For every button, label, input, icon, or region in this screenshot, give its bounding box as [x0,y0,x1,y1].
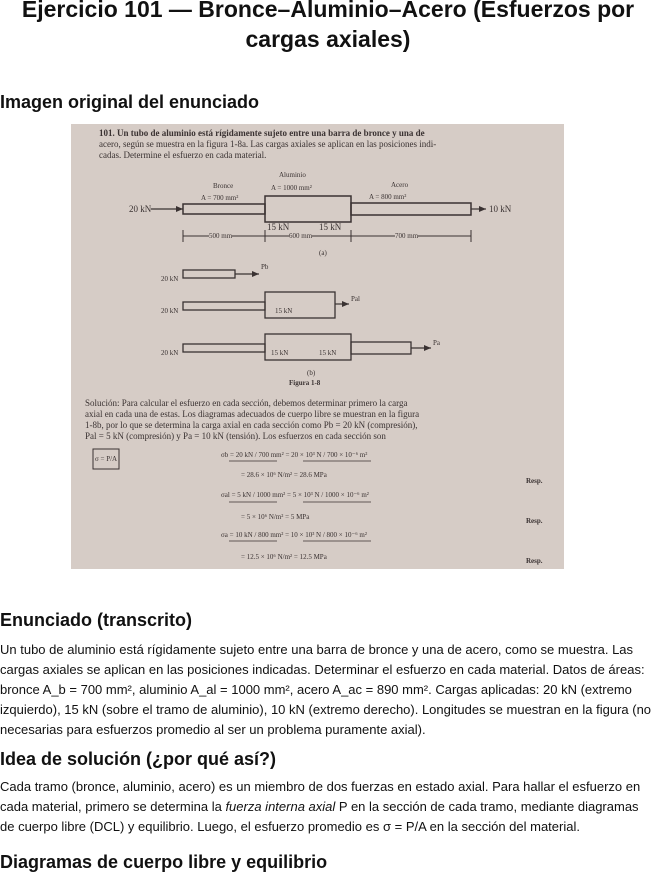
idea-text-before: Cada tramo (bronce, aluminio, acero) es un miembro de dos fuerzas en estado axial. Para hallar el esfuerzo en cada material, primero se determina la [0,779,641,814]
dcl-heading: Diagramas de cuerpo libre y equilibrio [0,852,328,872]
scan-fbd-pal: Pal [351,295,360,303]
scan-load-mid-1: 15 kN [267,222,290,232]
scan-aluminio-label: Aluminio [279,171,306,179]
scan-sigma-definition: σ = P/A [95,455,118,463]
scan-eq-bronce-1: σb = 20 kN / 700 mm² = 20 × 10³ N / 700 × 10⁻⁶ m² [221,451,368,459]
scan-acero-label: Acero [391,181,409,189]
image-heading: Imagen original del enunciado [0,92,260,112]
scan-fbd-20kn-1: 20 kN [161,275,179,283]
scan-eq-aluminio-2: = 5 × 10⁶ N/m² = 5 MPa [241,513,310,521]
idea-text-after: P en la sección de cada tramo, mediante diagramas de cuerpo libre (DCL) y equilibrio. Luego, el esfuerzo promedio es σ = P/A en la sección del material. [0,799,639,834]
scan-bronce-label: Bronce [213,182,234,190]
scan-resp-2: Resp. [526,517,543,525]
scan-len-aluminio: 600 mm [289,232,313,240]
scan-solution-line-3: 1-8b, por lo que se determina la carga axial en cada sección como Pb = 20 kN (compresión), [85,420,418,430]
scan-load-mid-2: 15 kN [319,222,342,232]
scan-load-left: 20 kN [129,204,152,214]
scan-eq-aluminio-1: σal = 5 kN / 1000 mm² = 5 × 10³ N / 1000 × 10⁻⁶ m² [221,491,369,499]
scan-resp-1: Resp. [526,477,543,485]
scan-fbd-20kn-3: 20 kN [161,349,179,357]
steel-bar [351,203,471,215]
idea-text-italic: fuerza interna axial [225,799,336,814]
statement-text: Un tubo de aluminio está rígidamente sujeto entre una barra de bronce y una de acero, como se muestra. Las cargas axiales se aplican en las posiciones indicadas. Determinar el esfuerzo en cada material. Datos de áreas: bronce A_b = 700 mm², aluminio A_al = 1000 mm², acero A_ac = 890 mm². Cargas aplicadas: 20 kN (extremo izquierdo), 15 kN (sobre el tramo de aluminio), 10 kN (extremo derecho). Longitudes se muestran en la figura (no necesarias para esfuerzos promedio al ser un problema puramente axial). [0,642,652,737]
scan-label-a: (a) [319,249,327,257]
scan-fbd-15kn-1: 15 kN [275,307,293,315]
bronze-bar [183,204,265,214]
scan-load-right: 10 kN [489,204,512,214]
scan-solution-line-2: axial en cada una de estas. Los diagramas adecuados de cuerpo libre se muestran en la figura [85,409,420,419]
scan-problem-line-1: 101. Un tubo de aluminio está rígidamente sujeto entre una barra de bronce y una de [99,128,425,138]
statement-heading: Enunciado (transcrito) [0,610,193,630]
scan-len-acero: 700 mm [395,232,419,240]
problem-scan-image [71,124,564,569]
scan-eq-acero-1: σa = 10 kN / 800 mm² = 10 × 10³ N / 800 × 10⁻⁶ m² [221,531,367,539]
scan-acero-area: A = 800 mm² [369,193,407,201]
scan-fbd-pb: Pb [261,263,269,271]
scan-solution-line-4: Pal = 5 kN (compresión) y Pa = 10 kN (tensión). Los esfuerzos en cada sección son [85,431,386,441]
aluminum-tube [265,196,351,222]
scan-fbd-15kn-2: 15 kN [271,349,289,357]
scan-aluminio-area: A = 1000 mm² [271,184,312,192]
scan-fbd-20kn-2: 20 kN [161,307,179,315]
scan-resp-3: Resp. [526,557,543,565]
scan-problem-line-3: cadas. Determine el esfuerzo en cada material. [99,150,267,160]
scan-problem-line-2: acero, según se muestra en la figura 1-8a. Las cargas axiales se aplican en las posiciones indi- [99,139,437,149]
scan-fbd-pa: Pa [433,339,440,347]
idea-heading: Idea de solución (¿por qué así?) [0,749,277,769]
scan-figure-caption: Figura 1-8 [289,379,321,387]
scan-label-b: (b) [307,369,316,377]
scan-figure-drawing [71,124,564,569]
scan-eq-bronce-2: = 28.6 × 10⁶ N/m² = 28.6 MPa [241,471,327,479]
idea-text [0,777,652,837]
scan-solution-line-1: Solución: Para calcular el esfuerzo en cada sección, debemos determinar primero la carga [85,398,408,408]
scan-fbd-15kn-3: 15 kN [319,349,337,357]
scan-len-bronce: 500 mm [209,232,233,240]
page-title: Ejercicio 101 — Bronce–Aluminio–Acero (Esfuerzos por cargas axiales) [21,0,635,52]
scan-eq-acero-2: = 12.5 × 10⁶ N/m² = 12.5 MPa [241,553,327,561]
scan-bronce-area: A = 700 mm² [201,194,239,202]
